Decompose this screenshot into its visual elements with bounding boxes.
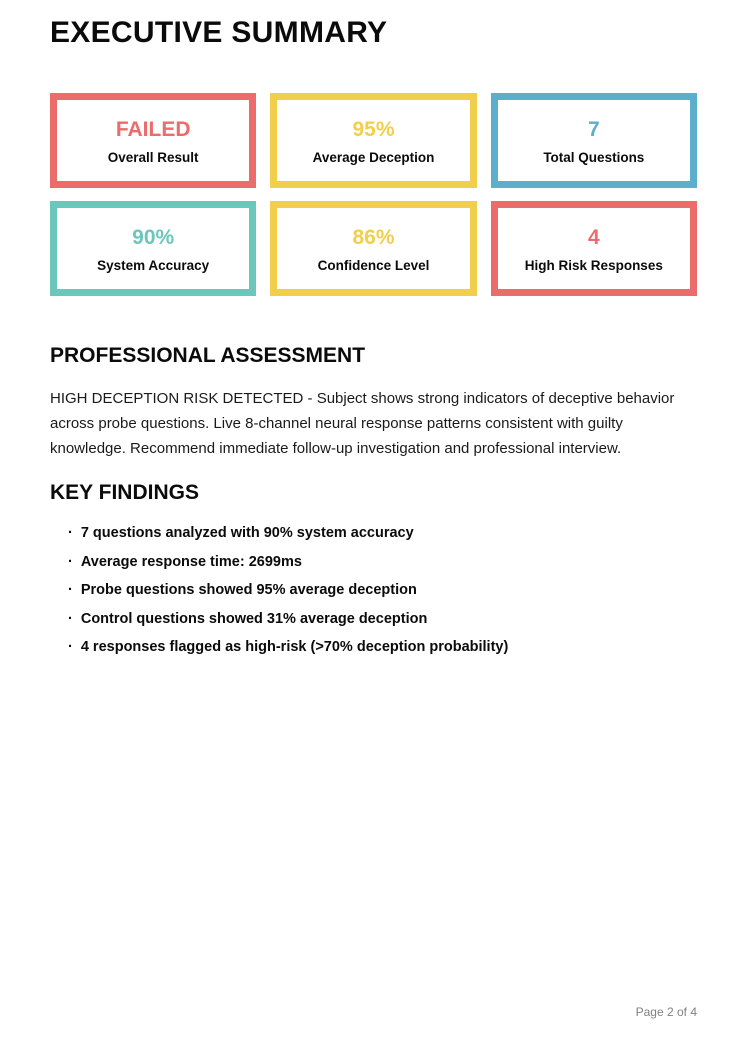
stat-card-overall-result xyxy=(50,93,256,188)
finding-item xyxy=(68,553,697,572)
finding-text: 4 responses flagged as high-risk (>70% deception probability) xyxy=(80,639,509,655)
bullet-dot: · xyxy=(68,553,73,570)
finding-text: Control questions showed 31% average deception xyxy=(80,610,428,627)
professional-assessment-section xyxy=(50,344,697,461)
stat-value: 90% xyxy=(132,225,175,249)
key-findings-list xyxy=(50,524,697,657)
bullet-dot: · xyxy=(68,610,73,627)
page-title: EXECUTIVE SUMMARY xyxy=(50,16,388,49)
stat-label: System Accuracy xyxy=(97,257,210,273)
professional-assessment-heading: PROFESSIONAL ASSESSMENT xyxy=(50,344,366,367)
stat-value: 95% xyxy=(352,117,395,141)
professional-assessment-body: HIGH DECEPTION RISK DETECTED - Subject shows strong indicators of deceptive behavior across probe questions. Live 8-channel neural response patterns consistent with guilty knowledge. Recommend immediate follow-up investigation and professional interview. xyxy=(50,390,675,457)
finding-item xyxy=(68,524,697,543)
stat-card-system-accuracy xyxy=(50,201,256,296)
finding-item xyxy=(68,610,697,629)
stat-card-grid xyxy=(50,93,697,296)
stat-label: High Risk Responses xyxy=(524,257,663,273)
stat-value: 7 xyxy=(587,117,600,141)
finding-item xyxy=(68,638,697,657)
stat-value: FAILED xyxy=(115,117,191,141)
stat-label: Average Deception xyxy=(312,149,435,165)
stat-card-confidence-level xyxy=(270,201,476,296)
finding-text: 7 questions analyzed with 90% system accuracy xyxy=(80,525,414,541)
key-findings-section xyxy=(50,481,697,667)
stat-label: Overall Result xyxy=(107,149,199,165)
stat-label: Total Questions xyxy=(543,149,645,165)
stat-value: 86% xyxy=(352,225,395,249)
bullet-dot: · xyxy=(68,525,73,541)
stat-card-high-risk-responses xyxy=(491,201,697,296)
stat-value: 4 xyxy=(587,225,600,249)
finding-text: Average response time: 2699ms xyxy=(80,553,302,570)
finding-item xyxy=(68,581,697,600)
finding-text: Probe questions showed 95% average deception xyxy=(80,582,417,598)
bullet-dot: · xyxy=(68,639,73,655)
stat-label: Confidence Level xyxy=(317,257,430,273)
stat-card-total-questions xyxy=(491,93,697,188)
page-number: Page 2 of 4 xyxy=(635,1005,697,1019)
key-findings-heading: KEY FINDINGS xyxy=(50,481,199,504)
bullet-dot: · xyxy=(68,582,73,598)
stat-card-average-deception xyxy=(270,93,476,188)
